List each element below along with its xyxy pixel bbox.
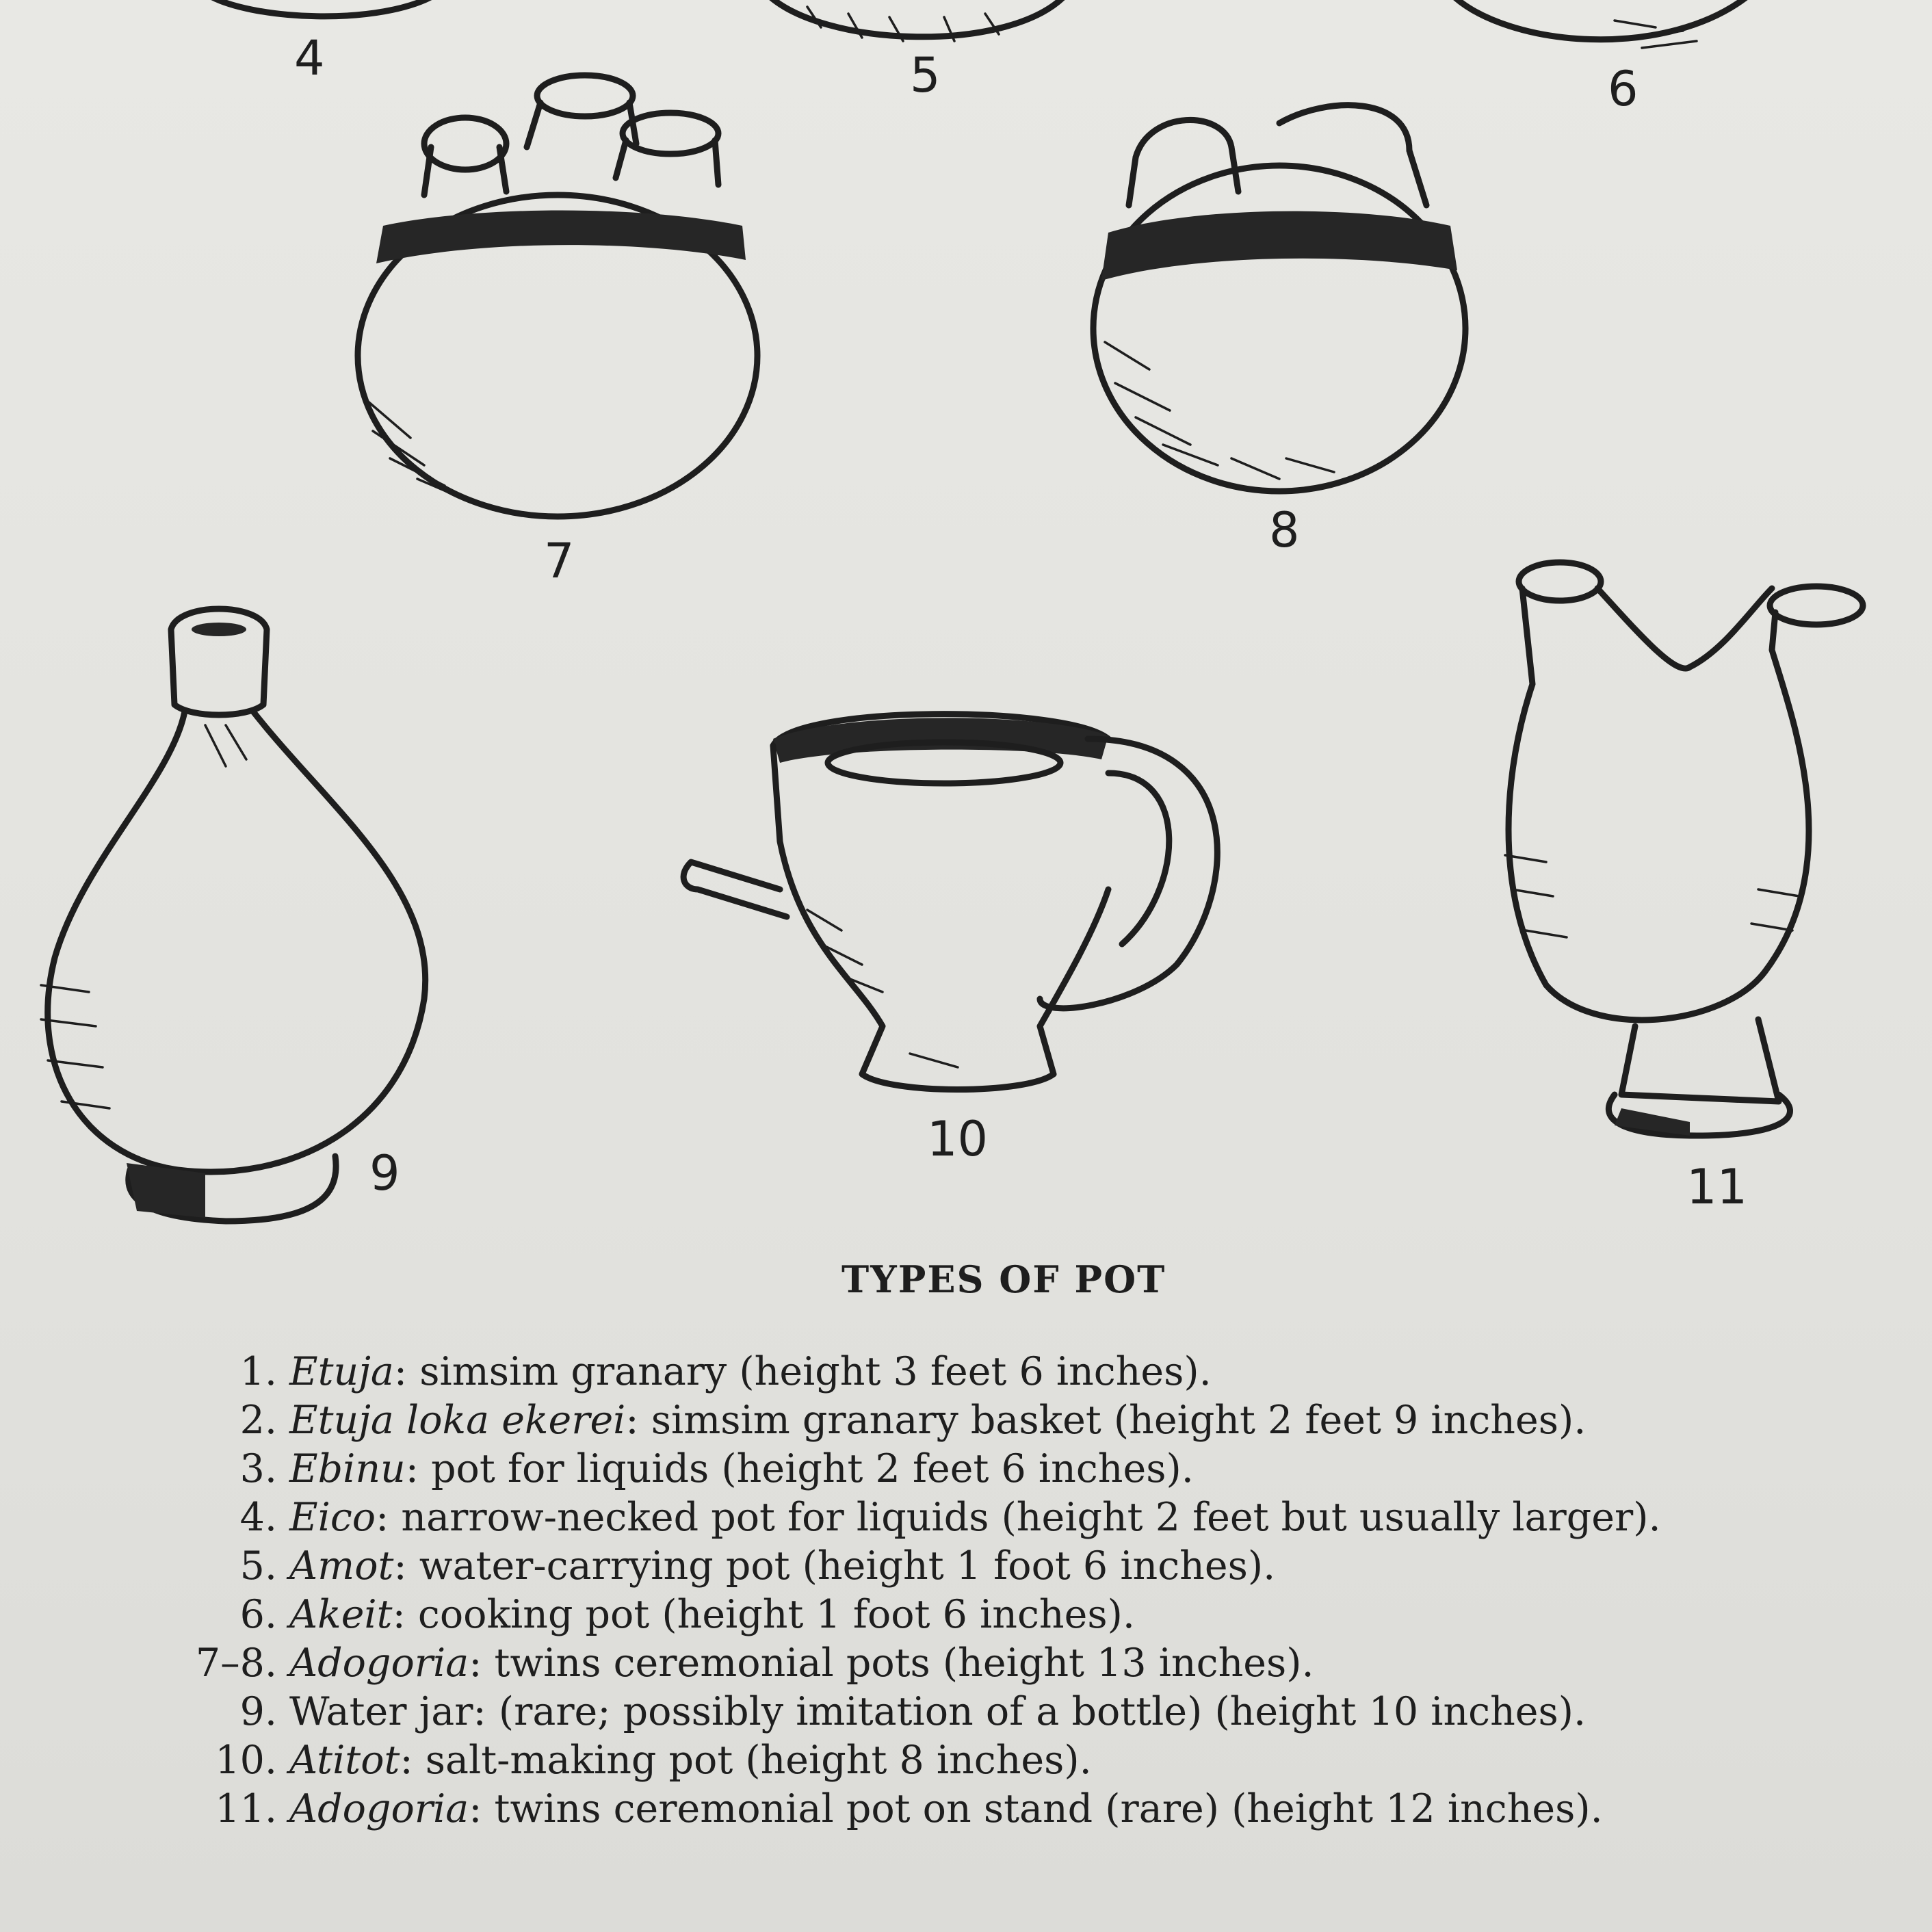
pot-4-illustration: [205, 0, 438, 16]
legend-item: 2. Etuja loka ekerei: simsim granary basket (height 2 feet 9 inches).: [239, 1398, 1587, 1443]
figure-number-5: 5: [910, 47, 941, 103]
figure-number-4: 4: [294, 30, 325, 86]
legend-item: 11. Adogoria: twins ceremonial pot on stand (rare) (height 12 inches).: [215, 1786, 1603, 1831]
figure-caption: TYPES OF POT: [841, 1257, 1166, 1301]
pot-10-illustration: [683, 714, 1217, 1090]
figure-number-6: 6: [1608, 61, 1639, 117]
pot-types-legend: [137, 1348, 1847, 1833]
figure-number-8: 8: [1269, 502, 1300, 558]
pot-7-illustration: [358, 75, 757, 517]
legend-item: 6. Akeit: cooking pot (height 1 foot 6 inches).: [239, 1592, 1135, 1637]
legend-item: 3. Ebinu: pot for liquids (height 2 feet 6 inches).: [239, 1446, 1194, 1491]
legend-item: 5. Amot: water-carrying pot (height 1 foot 6 inches).: [239, 1543, 1276, 1589]
figure-number-7: 7: [544, 533, 575, 589]
figure-number-9: 9: [369, 1145, 400, 1201]
pot-5-illustration: [766, 0, 1067, 37]
legend-item: 10. Atitot: salt-making pot (height 8 inches).: [215, 1738, 1092, 1783]
pot-9-illustration: [41, 609, 426, 1221]
legend-item: 9. Water jar: (rare; possibly imitation of a bottle) (height 10 inches).: [239, 1689, 1587, 1734]
legend-item: 1. Etuja: simsim granary (height 3 feet 6 inches).: [239, 1349, 1212, 1394]
pot-11-illustration: [1505, 562, 1863, 1136]
pot-8-illustration: [1093, 105, 1465, 491]
figure-number-10: 10: [927, 1111, 989, 1167]
legend-item: 7–8. Adogoria: twins ceremonial pots (height 13 inches).: [195, 1641, 1314, 1686]
figure-number-11: 11: [1686, 1159, 1748, 1215]
pot-6-illustration: [1450, 0, 1751, 40]
legend-item: 4. Eico: narrow-necked pot for liquids (height 2 feet but usually larger).: [239, 1495, 1661, 1540]
